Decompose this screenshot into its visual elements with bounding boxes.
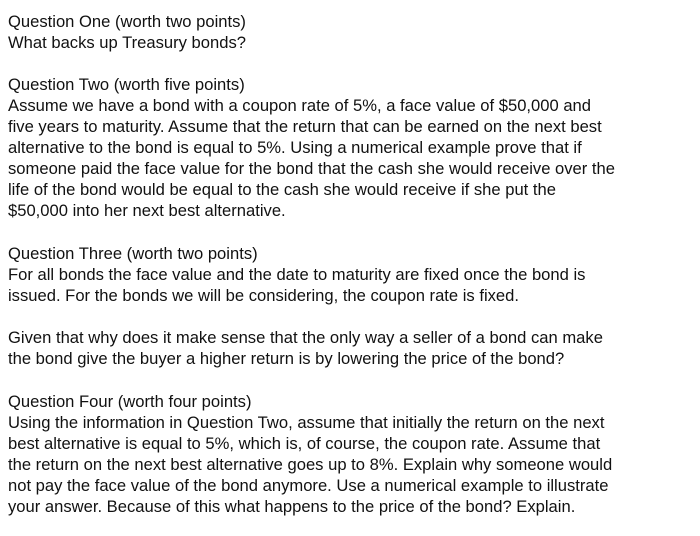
question-two-text-line: someone paid the face value for the bond that the cash she would receive over the [8,159,615,178]
question-two-heading: Question Two (worth five points) [8,75,245,94]
question-four-text-line: best alternative is equal to 5%, which is, of course, the coupon rate. Assume that [8,434,601,453]
question-three-text-line: issued. For the bonds we will be considering, the coupon rate is fixed. [8,286,520,305]
question-three-text-line: For all bonds the face value and the date to maturity are fixed once the bond is [8,265,586,284]
question-four-heading: Question Four (worth four points) [8,392,252,411]
question-four-text-line: Using the information in Question Two, assume that initially the return on the next [8,413,605,432]
question-four-text-line: not pay the face value of the bond anymore. Use a numerical example to illustrate [8,476,609,495]
question-two-text-line: $50,000 into her next best alternative. [8,201,286,220]
question-three-heading: Question Three (worth two points) [8,244,258,263]
question-two-text-line: alternative to the bond is equal to 5%. Using a numerical example prove that if [8,138,582,157]
question-one-text-line: What backs up Treasury bonds? [8,33,246,52]
question-one-heading: Question One (worth two points) [8,12,246,31]
question-four-text-line: the return on the next best alternative goes up to 8%. Explain why someone would [8,455,613,474]
question-two-text-line: life of the bond would be equal to the cash she would receive if she put the [8,180,556,199]
question-two-text-line: five years to maturity. Assume that the return that can be earned on the next best [8,117,602,136]
question-two-text-line: Assume we have a bond with a coupon rate of 5%, a face value of $50,000 and [8,96,592,115]
question-three-followup-line: Given that why does it make sense that the only way a seller of a bond can make [8,328,603,347]
question-three-followup-line: the bond give the buyer a higher return is by lowering the price of the bond? [8,349,565,368]
question-four-text-line: your answer. Because of this what happens to the price of the bond? Explain. [8,497,576,516]
